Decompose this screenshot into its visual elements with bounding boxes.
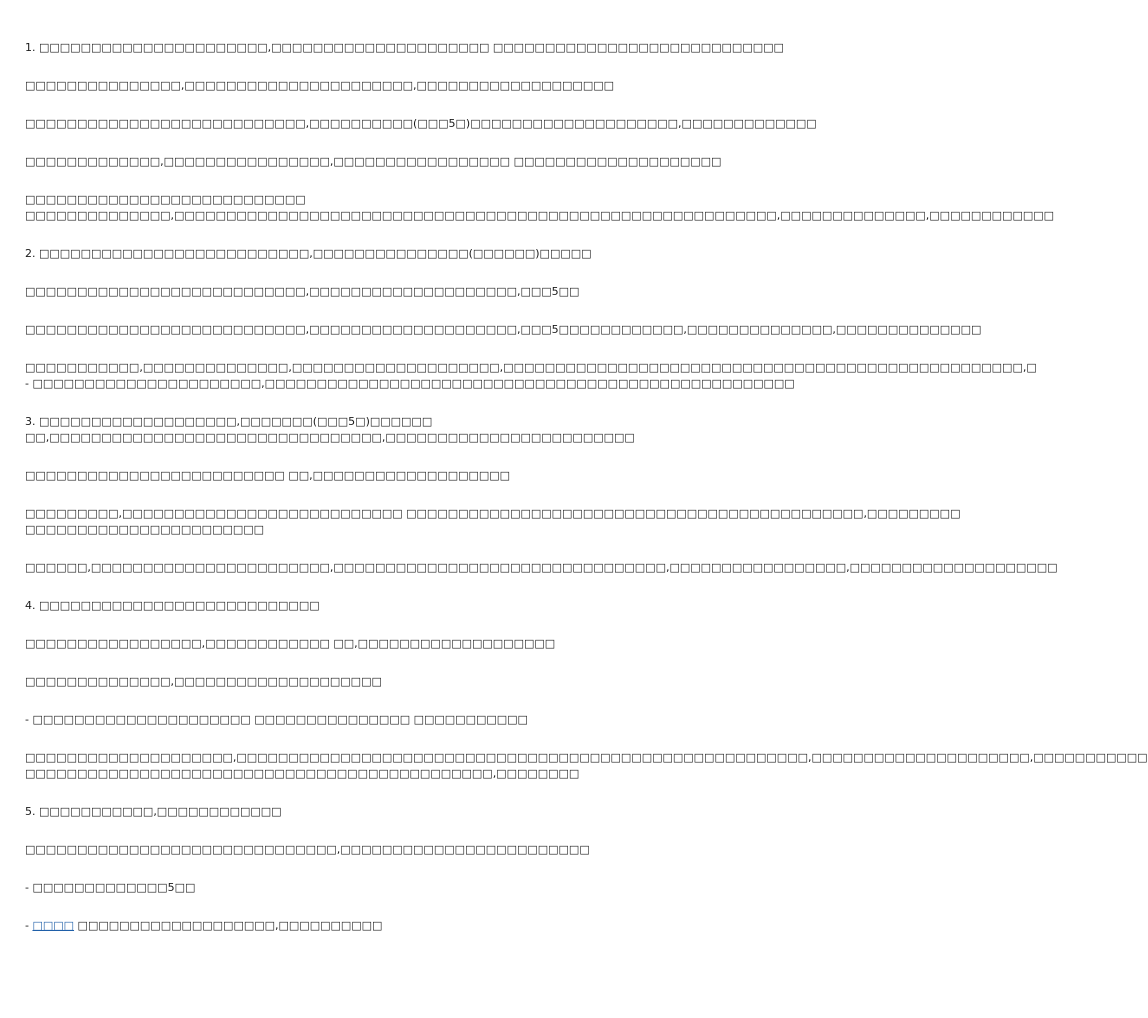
paragraph-5-bullet: - □□□□□□□□□□□□□5□□	[25, 881, 196, 894]
section-5-heading: 5. □□□□□□□□□□□,□□□□□□□□□□□□	[25, 805, 282, 818]
final-bullet-prefix: -	[25, 919, 33, 932]
paragraph-1-line-2: □□□□□□□□□□□□□□□,□□□□□□□□□□□□□□□□□□□□□□,□□□□□□□□□□□□□□□□□□□	[25, 79, 615, 92]
paragraph-3-line-2: □□□□□□□□□□□□□□□□□□□□□□□□□ □□,□□□□□□□□□□□□□□□□□□□	[25, 469, 511, 482]
paragraph-3-line-4: □□□□□□□□□□□□□□□□□□□□□□□	[25, 523, 265, 536]
paragraph-1-line-6: □□□□□□□□□□□□□□,□□□□□□□□□□□□□□□□□□□□□□□□□□□□□□□□□□□□□□□□□□□□□□□□□□□□□□□□□□,□□□□□□□□□□□□□□,□□□□□□□□□□□□	[25, 209, 1055, 222]
paragraph-3-line-5: □□□□□□,□□□□□□□□□□□□□□□□□□□□□□□,□□□□□□□□□□□□□□□□□□□□□□□□□□□□□□□□,□□□□□□□□□□□□□□□□□,□□□□□□□□□□□□□□□□□□□□	[25, 561, 1058, 574]
paragraph-1-line-1: 1. □□□□□□□□□□□□□□□□□□□□□□,□□□□□□□□□□□□□□□□□□□□□ □□□□□□□□□□□□□□□□□□□□□□□□□□□□	[25, 41, 784, 54]
paragraph-2-line-2: □□□□□□□□□□□□□□□□□□□□□□□□□□□,□□□□□□□□□□□□□□□□□□□□,□□□5□□□□□□□□□□□□,□□□□□□□□□□□□□□,□□□□□□□□□□□□□□	[25, 323, 982, 336]
paragraph-5-line-1: □□□□□□□□□□□□□□□□□□□□□□□□□□□□□□,□□□□□□□□□□□□□□□□□□□□□□□□	[25, 843, 590, 856]
inline-link[interactable]: □□□□	[32, 919, 75, 932]
paragraph-2-line-1: □□□□□□□□□□□□□□□□□□□□□□□□□□□,□□□□□□□□□□□□□□□□□□□□,□□□5□□	[25, 285, 580, 298]
paragraph-3-line-3: □□□□□□□□□,□□□□□□□□□□□□□□□□□□□□□□□□□□□ □□□□□□□□□□□□□□□□□□□□□□□□□□□□□□□□□□□□□□□□□□□□,□□□□□□□□□	[25, 507, 961, 520]
paragraph-4-line-2: □□□□□□□□□□□□□□,□□□□□□□□□□□□□□□□□□□□	[25, 675, 382, 688]
paragraph-3-line-1: □□,□□□□□□□□□□□□□□□□□□□□□□□□□□□□□□□□,□□□□□□□□□□□□□□□□□□□□□□□□	[25, 431, 635, 444]
final-bullet-line	[25, 918, 720, 934]
section-4-heading: 4. □□□□□□□□□□□□□□□□□□□□□□□□□□□	[25, 599, 320, 612]
paragraph-4-line-3: □□□□□□□□□□□□□□□□□□□□,□□□□□□□□□□□□□□□□□□□□□□□□□□□□□□□□□□□□□□□□□□□□□□□□□□□□□□□,□□□□□□□□□□□□□□□□□□□□□,□□□□□□□□□□□	[25, 751, 1148, 764]
section-2-heading: 2. □□□□□□□□□□□□□□□□□□□□□□□□□□,□□□□□□□□□□□□□□□(□□□□□□)□□□□□	[25, 247, 592, 260]
paragraph-4-bullet: - □□□□□□□□□□□□□□□□□□□□□ □□□□□□□□□□□□□□□ □□□□□□□□□□□	[25, 713, 528, 726]
document-body	[25, 40, 1148, 934]
paragraph-2-line-3: □□□□□□□□□□□,□□□□□□□□□□□□□□,□□□□□□□□□□□□□□□□□□□□,□□□□□□□□□□□□□□□□□□□□□□□□□□□□□□□□□□□□□□□□□□□□□□□□□□,□	[25, 361, 1037, 374]
paragraph-1-line-5: □□□□□□□□□□□□□□□□□□□□□□□□□□□	[25, 193, 306, 206]
paragraph-4-line-1: □□□□□□□□□□□□□□□□□,□□□□□□□□□□□□ □□,□□□□□□□□□□□□□□□□□□□	[25, 637, 556, 650]
paragraph-2-bullet: - □□□□□□□□□□□□□□□□□□□□□□,□□□□□□□□□□□□□□□□□□□□□□□□□□□□□□□□□□□□□□□□□□□□□□□□□□□	[25, 377, 795, 390]
final-bullet-rest: □□□□□□□□□□□□□□□□□□□,□□□□□□□□□□	[77, 919, 383, 932]
paragraph-4-line-4: □□□□□□□□□□□□□□□□□□□□□□□□□□□□□□□□□□□□□□□□□□□□□,□□□□□□□□	[25, 767, 580, 780]
paragraph-1-line-4: □□□□□□□□□□□□□,□□□□□□□□□□□□□□□□,□□□□□□□□□□□□□□□□□ □□□□□□□□□□□□□□□□□□□□	[25, 155, 722, 168]
section-3-heading: 3. □□□□□□□□□□□□□□□□□□□,□□□□□□□(□□□5□)□□□□□□	[25, 415, 433, 428]
paragraph-1-line-3: □□□□□□□□□□□□□□□□□□□□□□□□□□□,□□□□□□□□□□(□□□5□)□□□□□□□□□□□□□□□□□□□□,□□□□□□□□□□□□□	[25, 117, 817, 130]
